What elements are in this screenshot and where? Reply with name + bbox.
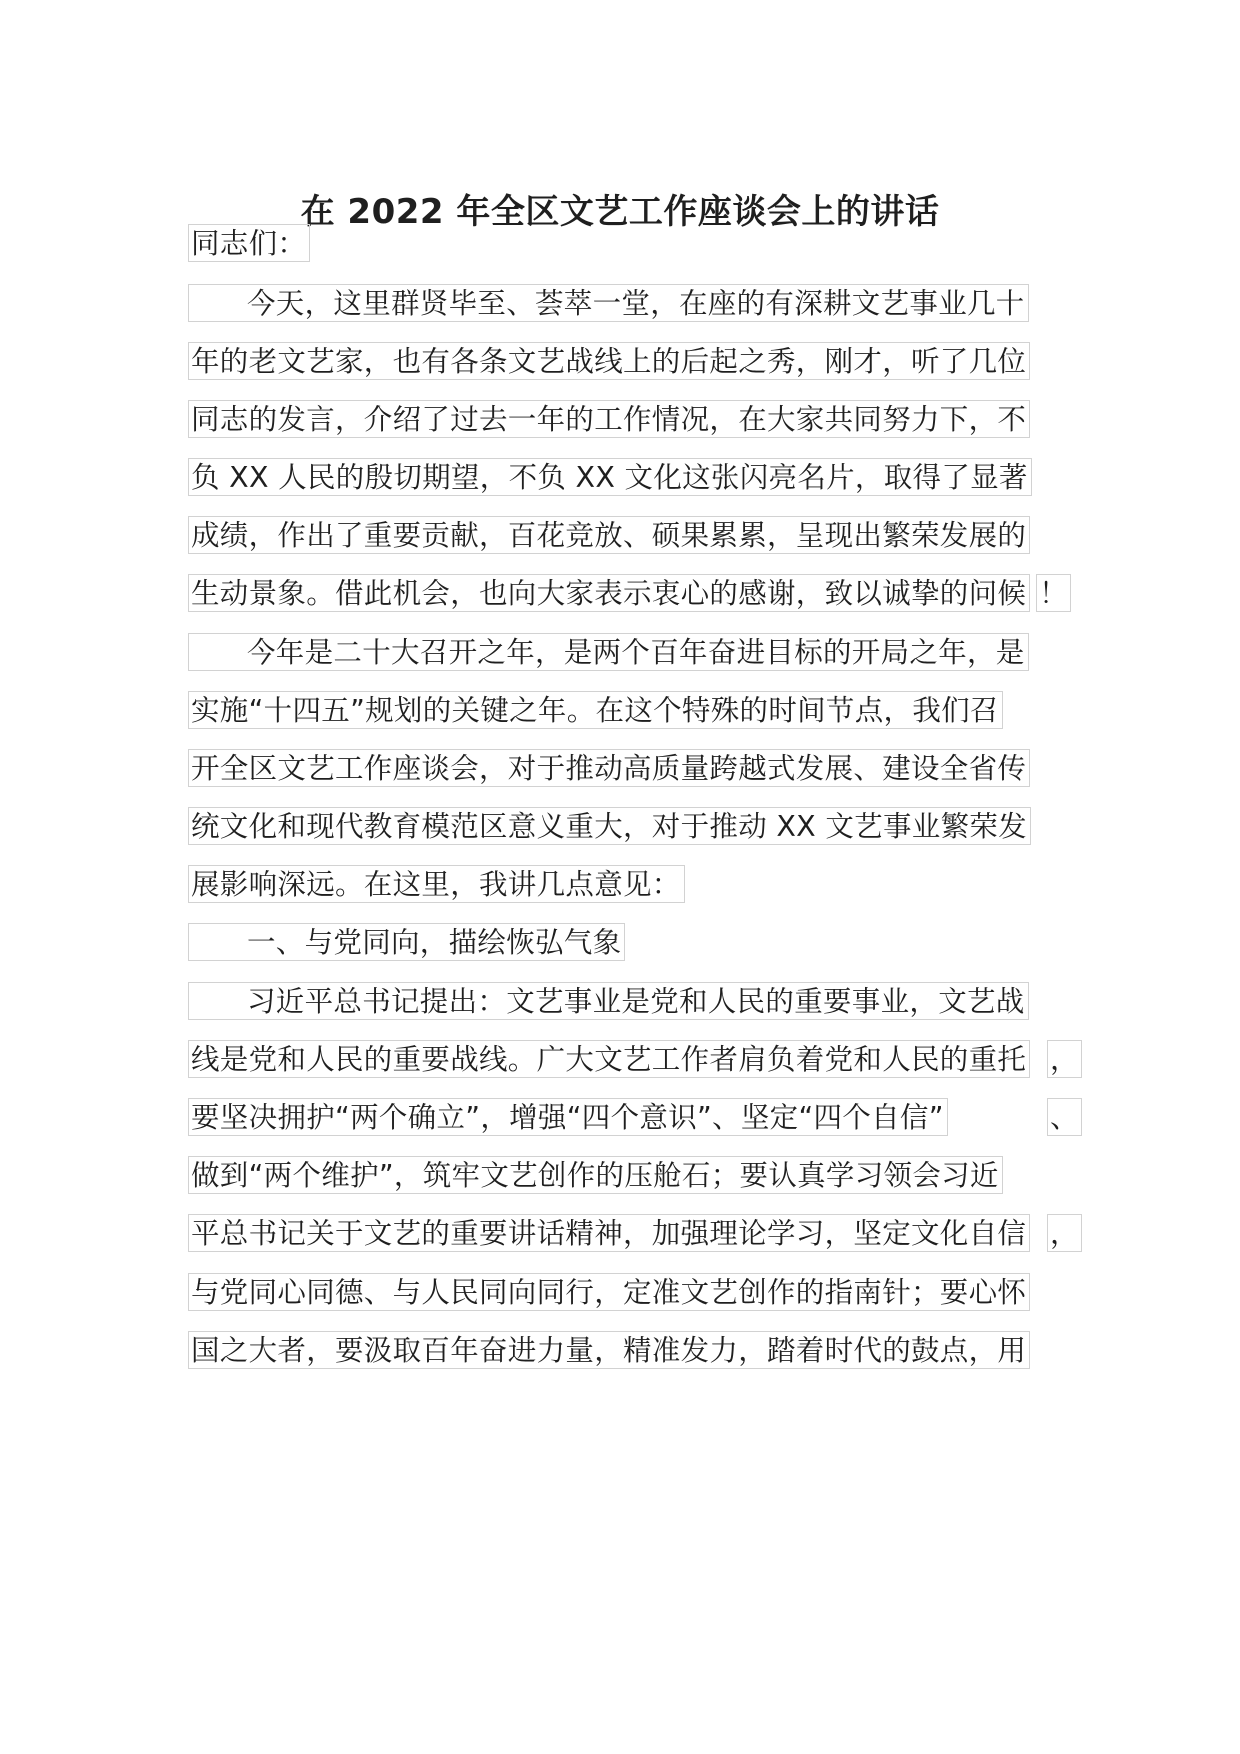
text-line: 今年是二十大召开之年，是两个百年奋进目标的开局之年，是 (188, 633, 1029, 671)
text-line-tail: ， (1047, 1040, 1082, 1078)
text-line: 做到“两个维护”，筑牢文艺创作的压舱石；要认真学习领会习近 (188, 1156, 1003, 1194)
text-line: 开全区文艺工作座谈会，对于推动高质量跨越式发展、建设全省传 (188, 749, 1030, 787)
text-line-salutation: 同志们： (188, 224, 310, 262)
text-line: 年的老文艺家，也有各条文艺战线上的后起之秀，刚才，听了几位 (188, 342, 1030, 380)
text-line-tail: ， (1047, 1214, 1082, 1252)
text-line: 与党同心同德、与人民同向同行，定准文艺创作的指南针；要心怀 (188, 1273, 1030, 1311)
text-line: 平总书记关于文艺的重要讲话精神，加强理论学习，坚定文化自信 (188, 1214, 1030, 1252)
text-line: 要坚决拥护“两个确立”，增强“四个意识”、坚定“四个自信” (188, 1098, 948, 1136)
text-line: 习近平总书记提出：文艺事业是党和人民的重要事业，文艺战 (188, 982, 1029, 1020)
page-title: 在 2022 年全区文艺工作座谈会上的讲话 (300, 192, 940, 232)
text-line: 展影响深远。在这里，我讲几点意见： (188, 865, 685, 903)
text-line-tail: ！ (1036, 574, 1071, 612)
text-line: 国之大者，要汲取百年奋进力量，精准发力，踏着时代的鼓点，用 (188, 1331, 1030, 1369)
text-line: 今天，这里群贤毕至、荟萃一堂，在座的有深耕文艺事业几十 (188, 284, 1029, 322)
text-line: 负 XX 人民的殷切期望，不负 XX 文化这张闪亮名片，取得了显著 (188, 458, 1032, 496)
text-line: 实施“十四五”规划的关键之年。在这个特殊的时间节点，我们召 (188, 691, 1003, 729)
text-line: 生动景象。借此机会，也向大家表示衷心的感谢，致以诚挚的问候 (188, 574, 1030, 612)
text-line: 成绩，作出了重要贡献，百花竞放、硕果累累，呈现出繁荣发展的 (188, 516, 1030, 554)
text-line: 线是党和人民的重要战线。广大文艺工作者肩负着党和人民的重托 (188, 1040, 1030, 1078)
text-line: 同志的发言，介绍了过去一年的工作情况，在大家共同努力下，不 (188, 400, 1030, 438)
section-heading: 一、与党同向，描绘恢弘气象 (188, 923, 625, 961)
text-line: 统文化和现代教育模范区意义重大，对于推动 XX 文艺事业繁荣发 (188, 807, 1031, 845)
text-line-tail: 、 (1047, 1098, 1082, 1136)
